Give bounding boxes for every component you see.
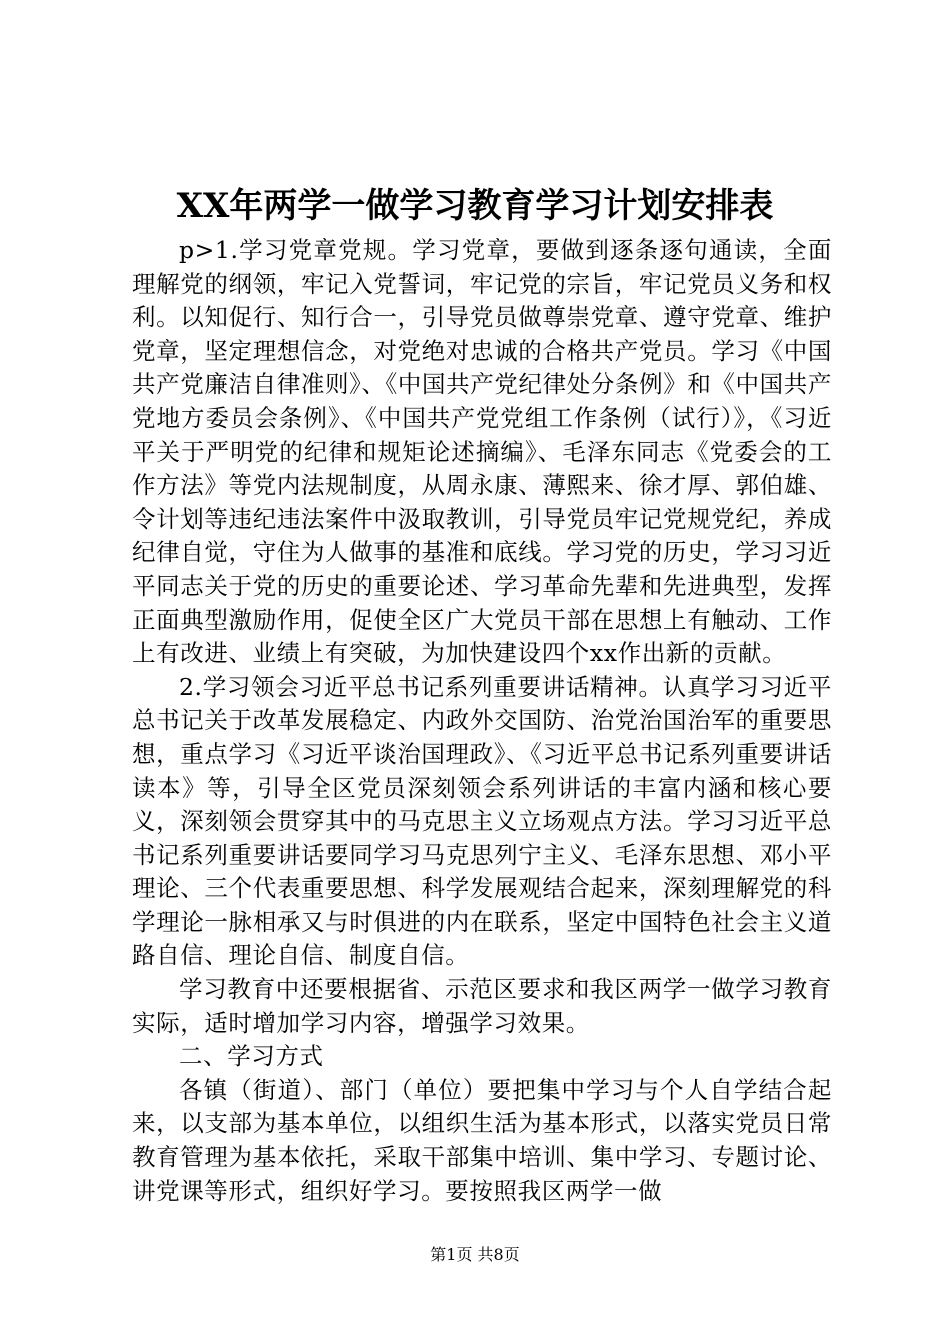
section-paragraph: 各镇（街道）、部门（单位）要把集中学习与个人自学结合起来，以支部为基本单位，以组织生活为基本形式，以落实党员日常教育管理为基本依托，采取干部集中培训、集中学习、专题讨论、讲党课等形式，组织好学习。要按照我区两学一做 bbox=[132, 1075, 832, 1205]
paragraph-3: 学习教育中还要根据省、示范区要求和我区两学一做学习教育实际，适时增加学习内容，增强学习效果。 bbox=[132, 975, 832, 1037]
document-body bbox=[132, 234, 832, 1208]
section-heading: 二、学习方式 bbox=[179, 1042, 324, 1071]
document-title: XX年两学一做学习教育学习计划安排表 bbox=[176, 186, 774, 226]
page-footer: 第1页 共8页 bbox=[430, 1245, 520, 1264]
paragraph-1: p>1.学习党章党规。学习党章，要做到逐条逐句通读，全面理解党的纲领，牢记入党誓词，牢记党的宗旨，牢记党员义务和权利。以知促行、知行合一，引导党员做尊崇党章、遵守党章、维护党章，坚定理想信念，对党绝对忠诚的合格共产党员。学习《中国共产党廉洁自律准则》、《中国共产党纪律处分条例》和《中国共产党地方委员会条例》、《中国共产党党组工作条例（试行）》，《习近平关于严明党的纪律和规矩论述摘编》、毛泽东同志《党委会的工作方法》等党内法规制度，从周永康、薄熙来、徐才厚、郭伯雄、令计划等违纪违法案件中汲取教训，引导党员牢记党规党纪，养成纪律自觉，守住为人做事的基准和底线。学习党的历史，学习习近平同志关于党的历史的重要论述、学习革命先辈和先进典型，发挥正面典型激励作用，促使全区广大党员干部在思想上有触动、工作上有改进、业绩上有突破，为加快建设四个xx作出新的贡献。 bbox=[132, 236, 832, 668]
paragraph-2: 2.学习领会习近平总书记系列重要讲话精神。认真学习习近平总书记关于改革发展稳定、内政外交国防、治党治国治军的重要思想，重点学习《习近平谈治国理政》、《习近平总书记系列重要讲话读本》等，引导全区党员深刻领会系列讲话的丰富内涵和核心要义，深刻领会贯穿其中的马克思主义立场观点方法。学习习近平总书记系列重要讲话要同学习马克思列宁主义、毛泽东思想、邓小平理论、三个代表重要思想、科学发展观结合起来，深刻理解党的科学理论一脉相承又与时俱进的内在联系，坚定中国特色社会主义道路自信、理论自信、制度自信。 bbox=[132, 672, 832, 970]
